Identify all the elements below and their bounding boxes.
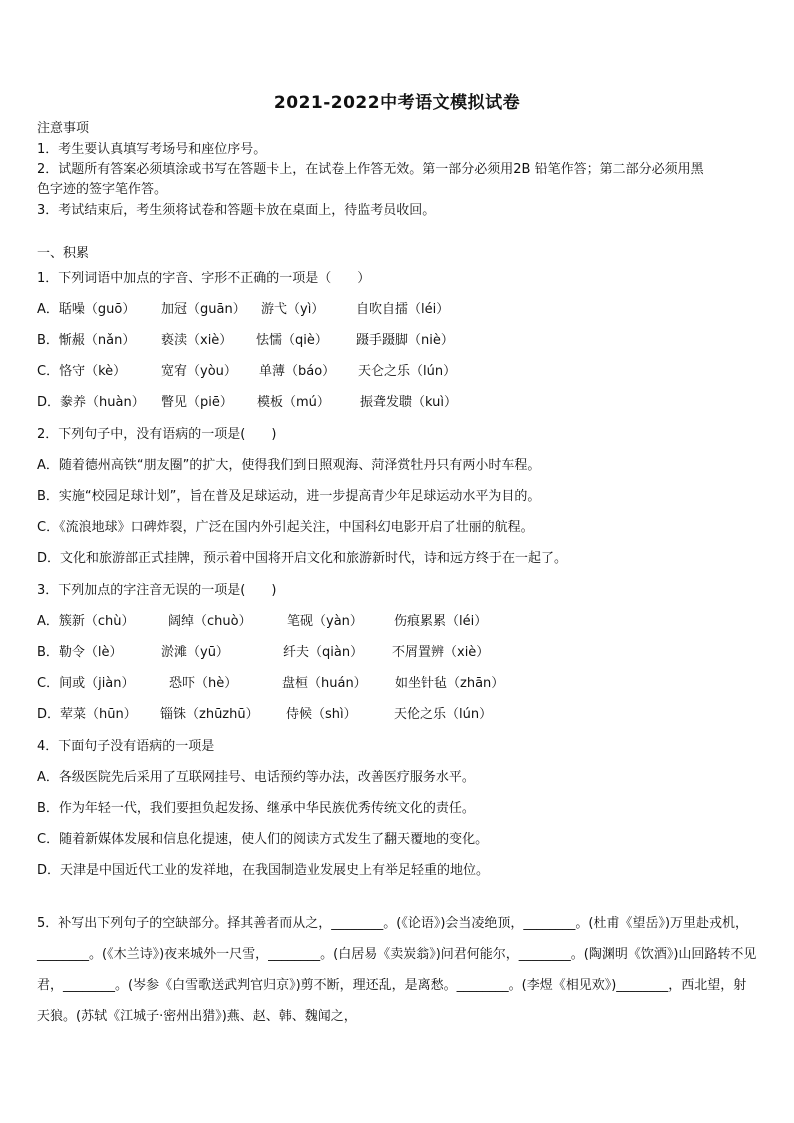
option-item: 宽宥（yòu） <box>161 364 237 379</box>
option-line: C．随着新媒体发展和信息化提速，使人们的阅读方式发生了翻天覆地的变化。 <box>37 832 489 847</box>
option-item: 亵渎（xiè） <box>161 333 233 348</box>
option-row <box>37 394 457 412</box>
option-item: 伤痕累累（léi） <box>394 614 488 629</box>
option-line: B．实施“校园足球计划”，旨在普及足球运动，进一步提高青少年足球运动水平为目的。 <box>37 489 541 504</box>
option-item: 模板（mú） <box>257 395 330 410</box>
option-item: 自吹自擂（léi） <box>356 302 450 317</box>
option-line: C．《流浪地球》口碑炸裂，广泛在国内外引起关注，中国科幻电影开启了壮丽的航程。 <box>37 520 534 535</box>
option-item: C．间或（jiàn） <box>37 676 135 691</box>
notice-heading: 注意事项 <box>37 121 90 136</box>
question-stem: 1．下列词语中加点的字音、字形不正确的一项是（ ） <box>37 271 371 286</box>
option-item: 单薄（báo） <box>259 364 336 379</box>
option-item: B．勒令（lè） <box>37 645 123 660</box>
question-stem: 2．下列句子中，没有语病的一项是( ) <box>37 427 277 442</box>
option-item: 加冠（guān） <box>161 302 246 317</box>
option-item: A．簇新（chù） <box>37 614 135 629</box>
option-item: A．聒噪（guō） <box>37 302 136 317</box>
question-paragraph: 5．补写出下列句子的空缺部分。择其善者而从之，________。(《论语》)会当凌绝顶，________。(杜甫《望岳》)万里赴戎机，________。(《木兰诗》)夜来城外一尺雪，________。(白居易《卖炭翁》)问君何能尔，________。(陶渊明《饮酒》)山回路转不见君，________。(岑参《白雪歌送武判官归京》)剪不断，理还乱，是离愁。________。(李煜《相见欢》)________，西北望，射天狼。(苏轼《江城子·密州出猎》)燕、赵、韩、魏闻之， <box>37 916 757 1024</box>
option-item: 阔绰（chuò） <box>168 614 252 629</box>
option-row <box>37 301 449 319</box>
option-line: B．作为年轻一代，我们要担负起发扬、继承中华民族优秀传统文化的责任。 <box>37 801 475 816</box>
notice-item: 1．考生要认真填写考场号和座位序号。 <box>37 142 267 157</box>
notice-item: 3．考试结束后，考生须将试卷和答题卡放在桌面上，待监考员收回。 <box>37 203 436 218</box>
notice-item: 2．试题所有答案必须填涂或书写在答题卡上，在试卷上作答无效。第一部分必须用2B 铅笔作答；第二部分必须用黑 <box>37 162 704 177</box>
option-item: C．恪守（kè） <box>37 364 127 379</box>
option-item: 锱铢（zhūzhū） <box>160 707 259 722</box>
option-item: 如坐针毡（zhān） <box>395 676 505 691</box>
option-item: 不屑置辨（xiè） <box>392 645 490 660</box>
option-item: 天伦之乐（lún） <box>394 707 493 722</box>
option-item: 盘桓（huán） <box>282 676 367 691</box>
option-item: 天仑之乐（lún） <box>358 364 457 379</box>
option-row <box>37 613 487 631</box>
option-item: 振聋发聩（kuì） <box>360 395 457 410</box>
option-item: 游弋（yì） <box>261 302 325 317</box>
question-stem: 4．下面句子没有语病的一项是 <box>37 739 215 754</box>
option-row <box>37 644 489 662</box>
option-item: 蹑手蹑脚（niè） <box>356 333 454 348</box>
option-row <box>37 675 504 693</box>
option-item: B．惭赧（nǎn） <box>37 333 136 348</box>
option-item: 淤滩（yū） <box>161 645 229 660</box>
option-item: D．荤菜（hūn） <box>37 707 137 722</box>
option-item: 恐吓（hè） <box>169 676 238 691</box>
option-item: D．豢养（huàn） <box>37 395 145 410</box>
option-line: D．文化和旅游部正式挂牌，预示着中国将开启文化和旅游新时代，诗和远方终于在一起了。 <box>37 551 568 566</box>
page-title: 2021-2022中考语文模拟试卷 <box>273 93 521 113</box>
section-heading: 一、积累 <box>37 246 90 261</box>
question-stem: 3．下列加点的字注音无误的一项是( ) <box>37 583 277 598</box>
option-line: A．各级医院先后采用了互联网挂号、电话预约等办法，改善医疗服务水平。 <box>37 770 475 785</box>
option-row <box>37 706 492 724</box>
option-item: 笔砚（yàn） <box>287 614 363 629</box>
option-row <box>37 332 454 350</box>
option-item: 侍候（shì） <box>286 707 357 722</box>
notice-item: 色字迹的签字笔作答。 <box>37 182 168 197</box>
option-row <box>37 363 456 381</box>
option-line: D．天津是中国近代工业的发祥地，在我国制造业发展史上有举足轻重的地位。 <box>37 863 490 878</box>
option-item: 瞥见（piē） <box>161 395 233 410</box>
option-item: 怯懦（qiè） <box>256 333 328 348</box>
option-item: 纤夫（qiàn） <box>283 645 364 660</box>
option-line: A．随着德州高铁“朋友圈”的扩大，使得我们到日照观海、菏泽赏牡丹只有两小时车程。 <box>37 458 541 473</box>
